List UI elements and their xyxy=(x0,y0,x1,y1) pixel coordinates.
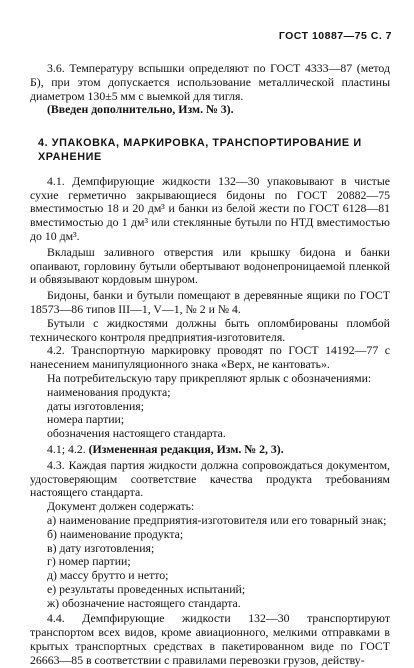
list-item: ж) обозначение настоящего стандарта. xyxy=(47,595,241,610)
paragraph-4-2-label: На потребительскую тару прикрепляют ярлык с обозначениями: xyxy=(47,370,372,385)
list-item: номера партии; xyxy=(47,412,125,427)
paragraph-4-3-contents: Документ должен содержать: xyxy=(47,499,195,514)
label-items-list xyxy=(30,386,390,441)
list-item: а) наименование предприятия-изготовителя или его товарный знак; xyxy=(47,512,387,527)
list-item: е) результаты проведенных испытаний; xyxy=(47,581,246,596)
paragraph-4-4: 4.4. Демпфирующие жидкости 132—30 транспортируют транспортом всех видов, кроме авиационного, мелкими отправками в крытых транспортных средствах в пакетированном виде по ГОСТ 26663—85 в соответствии с правилами перевозки грузов, действу- xyxy=(30,611,390,667)
paragraph-4-1: 4.1. Демпфирующие жидкости 132—30 упаковывают в чистые сухие герметично закрывающиеся бидоны по ГОСТ 20882—75 вместимостью 18 и 20 дм³ и банки из белой жести по ГОСТ 6128—81 вместимостью до 1 дм³ или стеклянные бутыли по НТД вместимостью до 10 дм³. xyxy=(30,173,390,243)
paragraph-4-1-bottles: Бутыли с жидкостями должны быть опломбированы пломбой технического контроля предприятия-изготовителя. xyxy=(30,315,390,344)
list-item: даты изготовления; xyxy=(47,398,144,413)
amendment-note-4-1-4-2 xyxy=(30,443,390,457)
list-item: в) дату изготовления; xyxy=(47,540,155,555)
document-body xyxy=(30,62,390,668)
paragraph-3-6: 3.6. Температуру вспышки определяют по ГОСТ 4333—87 (метод Б), при этом допускается использование металлической пластины диаметром 130±5 мм с выемкой для тигля. xyxy=(30,61,390,103)
paragraph-4-3: 4.3. Каждая партия жидкости должна сопровождаться документом, удостоверяющим соответствие качества продукта требованиям настоящего стандарта. xyxy=(30,457,390,500)
paragraph-4-1-boxes: Бидоны, банки и бутыли помещают в деревянные ящики по ГОСТ 18573—86 типов III—1, V—1, № 2 и № 4. xyxy=(30,288,390,316)
paragraph-4-2: 4.2. Транспортную маркировку проводят по ГОСТ 14192—77 с нанесением манипуляционного знака «Верх, не кантовать». xyxy=(30,343,390,372)
list-item: д) массу брутто и нетто; xyxy=(47,568,169,583)
paragraph-4-1-seal: Вкладыш заливного отверстия или крышку бидона и банки опаивают, горловину бутыли обертывают водонепроницаемой пленкой и обвязывают кордовым шнуром. xyxy=(30,244,390,287)
list-item: г) номер партии; xyxy=(47,554,131,569)
page-header: ГОСТ 10887—75 С. 7 xyxy=(278,30,392,42)
section-title: 4. УПАКОВКА, МАРКИРОВКА, ТРАНСПОРТИРОВАНИЕ И ХРАНЕНИЕ xyxy=(38,137,362,163)
amendment-note-3-6: (Введен дополнительно, Изм. № 3). xyxy=(47,102,234,117)
amendment-clauses: 4.1; 4.2. xyxy=(47,441,86,456)
amendment-text: (Измененная редакция, Изм. № 2, 3). xyxy=(88,441,284,456)
list-item: наименования продукта; xyxy=(47,384,171,399)
list-item: б) наименование продукта; xyxy=(47,526,184,541)
document-contents-list xyxy=(30,514,390,611)
list-item: обозначения настоящего стандарта. xyxy=(47,426,226,441)
